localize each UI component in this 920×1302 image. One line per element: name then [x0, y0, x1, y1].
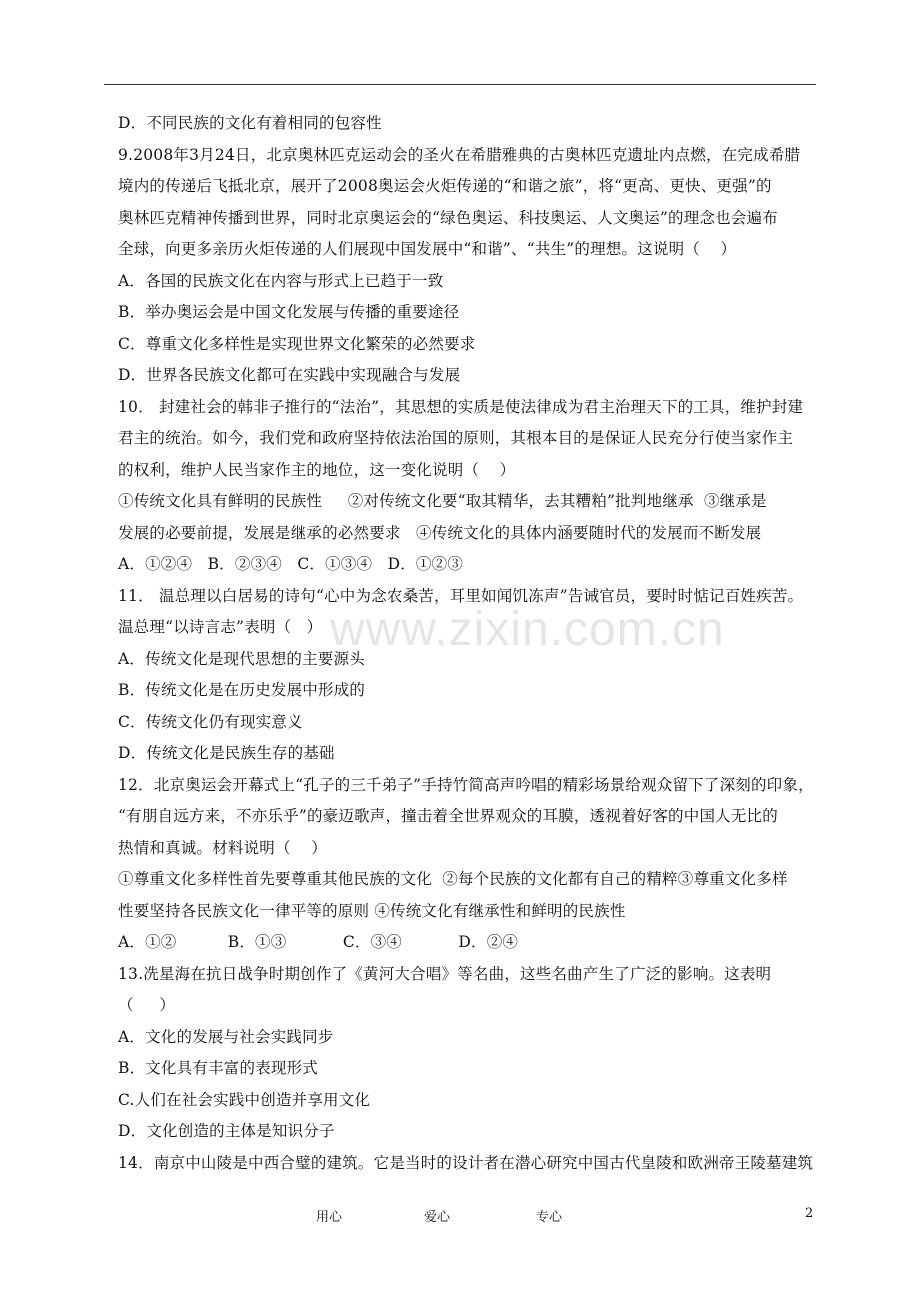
question-line: 10． 封建社会的韩非子推行的“法治”，其思想的实质是使法律成为君主治理天下的工具，维护封建 [118, 397, 804, 416]
watermark: www.zixin.com.cn [330, 603, 725, 656]
answer-option-line: C.人们在社会实践中创造并享用文化 [118, 1090, 371, 1109]
footer-middle: 爱心 [424, 1210, 451, 1225]
header-rule [104, 84, 816, 85]
text-line: 全球，向更多亲历火炬传递的人们展现中国发展中“和谐”、“共生”的理想。这说明（ ） [118, 240, 737, 258]
answer-option-line: D．不同民族的文化有着相同的包容性 [118, 114, 382, 132]
answer-option-line: B．文化具有丰富的表现形式 [118, 1059, 318, 1077]
text-line: 温总理“以诗言志”表明（ ） [118, 618, 323, 636]
question-line: 13.冼星海在抗日战争时期创作了《黄河大合唱》等名曲，这些名曲产生了广泛的影响。这表明 [118, 964, 772, 983]
answer-option-line: D．文化创造的主体是知识分子 [118, 1122, 335, 1140]
question-line: 9.2008年3月24日，北京奥林匹克运动会的圣火在希腊雅典的古奥林匹克遗址内点燃，在完成希腊 [118, 145, 801, 164]
answer-option-line: A．①②④ B．②③④ C．①③④ D．①②③ [118, 555, 464, 573]
answer-option-line: C．尊重文化多样性是实现世界文化繁荣的必然要求 [118, 334, 476, 353]
page-number: 2 [805, 1206, 814, 1221]
answer-option-line: A．各国的民族文化在内容与形式上已趋于一致 [118, 271, 444, 290]
answer-option-line: D．传统文化是民族生存的基础 [118, 744, 335, 762]
footer-left: 用心 [316, 1210, 343, 1225]
question-line: 11． 温总理以白居易的诗句“心中为念农桑苦，耳里如闻饥冻声”告诫官员，要时时惦记百姓疾苦。 [118, 586, 804, 605]
text-line: 奥林匹克精神传播到世界，同时北京奥运会的“绿色奥运、科技奥运、人文奥运”的理念也会遍布 [118, 208, 778, 227]
answer-option-line: B．传统文化是在历史发展中形成的 [118, 681, 366, 699]
question-line: 12．北京奥运会开幕式上“孔子的三千弟子”手持竹简高声吟唱的精彩场景给观众留下了深刻的印象， [118, 775, 814, 794]
answer-option-line: A．传统文化是现代思想的主要源头 [118, 649, 365, 668]
text-line: 境内的传递后飞抵北京，展开了2008奥运会火炬传递的“和谐之旅”，将“更高、更快、更强”的 [118, 177, 772, 195]
text-line: 的权利，维护人民当家作主的地位，这一变化说明（ ） [118, 460, 516, 479]
answer-option-line: D．世界各民族文化都可在实践中实现融合与发展 [118, 366, 461, 384]
answer-option-line: B．举办奥运会是中国文化发展与传播的重要途径 [118, 303, 460, 321]
text-line: 君主的统治。如今，我们党和政府坚持依法治国的原则，其根本目的是保证人民充分行使当家作主 [118, 429, 794, 447]
page-footer [0, 1206, 920, 1226]
answer-option-line: A．①② B．①③ C．③④ D．②④ [118, 933, 519, 951]
text-line: （ ） [118, 996, 176, 1014]
answer-option-line: C．传统文化仍有现实意义 [118, 712, 303, 731]
text-line: 热情和真诚。材料说明（ ） [118, 838, 327, 857]
text-line: ①传统文化具有鲜明的民族性 ②对传统文化要“取其精华，去其糟粕”批判地继承 ③继承是 [118, 492, 767, 510]
answer-option-line: A．文化的发展与社会实践同步 [118, 1027, 334, 1046]
question-line: 14．南京中山陵是中西合璧的建筑。它是当时的设计者在潜心研究中国古代皇陵和欧洲帝王陵墓建筑 [118, 1153, 814, 1172]
text-line: 性要坚持各民族文化一律平等的原则 ④传统文化有继承性和鲜明的民族性 [118, 901, 626, 920]
text-line: 发展的必要前提，发展是继承的必然要求 ④传统文化的具体内涵要随时代的发展而不断发展 [118, 523, 762, 542]
text-line: ①尊重文化多样性首先要尊重其他民族的文化 ②每个民族的文化都有自己的精粹③尊重文化多样 [118, 870, 788, 888]
text-line: “有朋自远方来，不亦乐乎”的豪迈歌声，撞击着全世界观众的耳膜，透视着好客的中国人无比的 [118, 807, 778, 825]
footer-right: 专心 [536, 1210, 563, 1225]
